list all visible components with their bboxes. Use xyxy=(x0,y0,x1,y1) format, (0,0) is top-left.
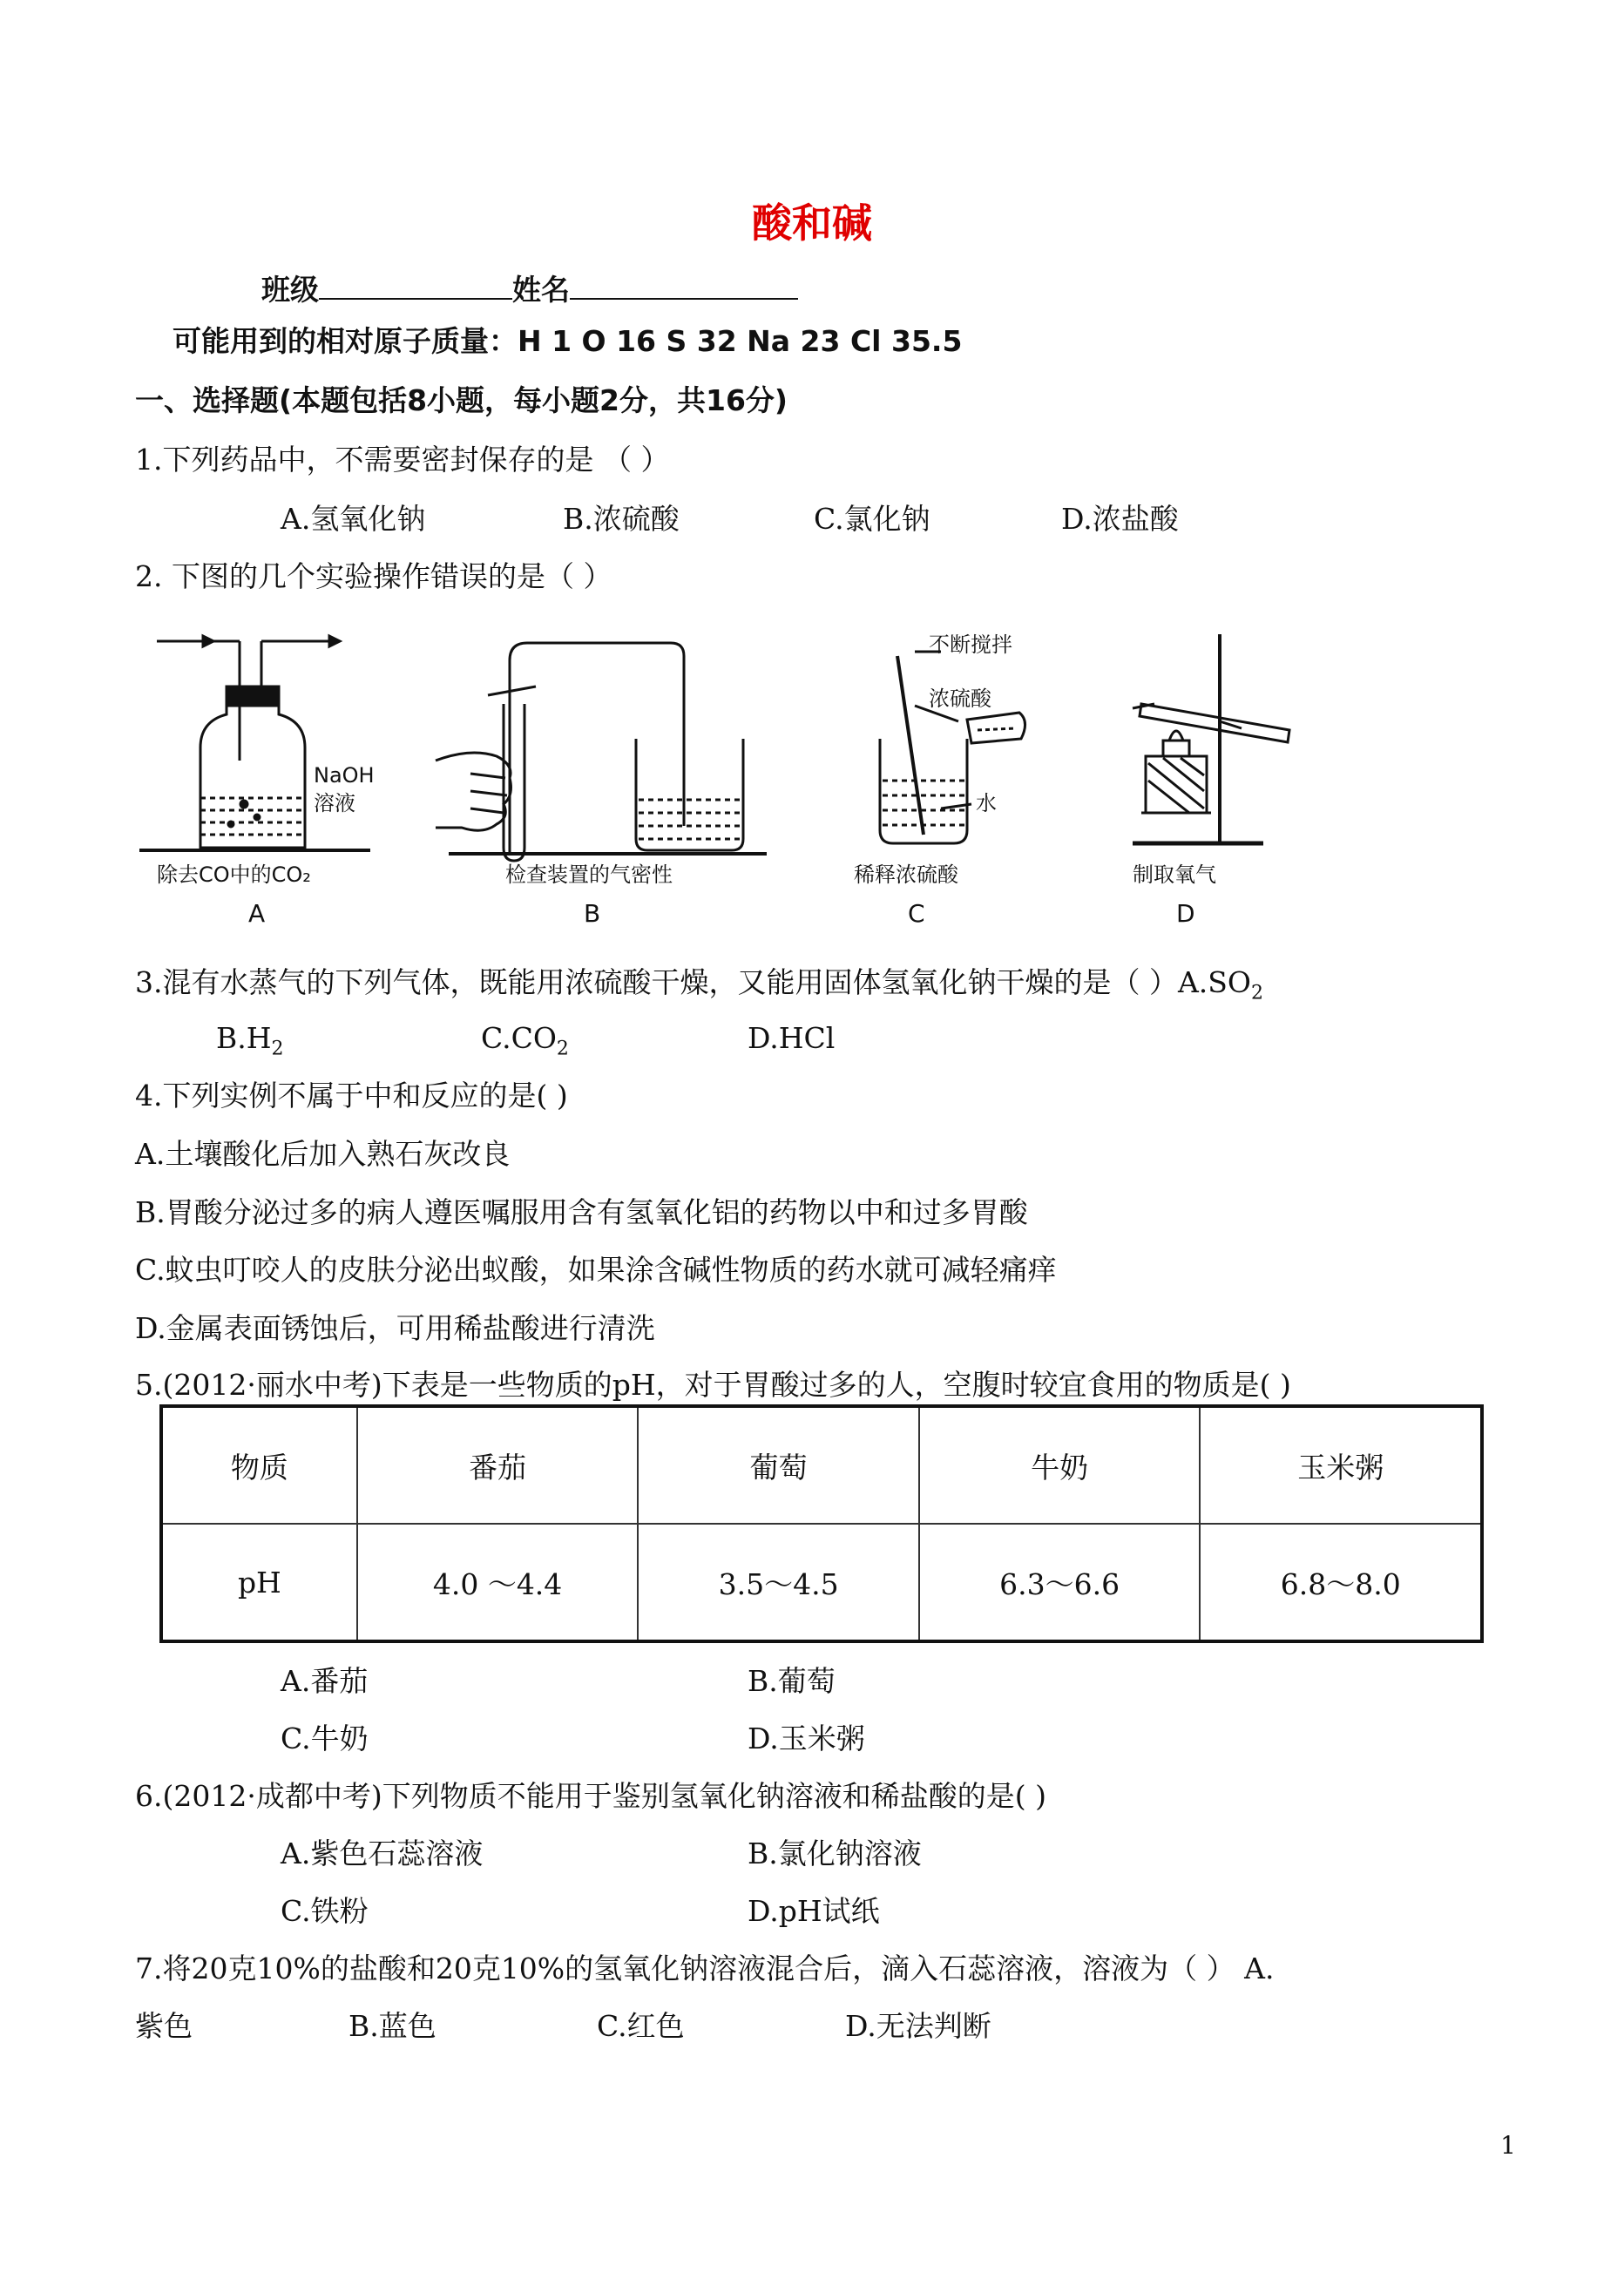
q4-option-d[interactable]: D.金属表面锈蚀后，可用稀盐酸进行清洗 xyxy=(135,1311,655,1345)
figure-b-letter: B xyxy=(584,899,601,928)
experiment-figures xyxy=(139,626,1324,935)
figure-a-label2: 溶液 xyxy=(314,791,355,815)
section-heading: 一、选择题(本题包括8小题，每小题2分，共16分) xyxy=(135,383,788,417)
table-cell: 番茄 xyxy=(357,1406,639,1524)
ph-table xyxy=(159,1404,1484,1643)
table-cell: 6.3～6.6 xyxy=(919,1524,1201,1641)
figure-a-caption: 除去CO中的CO₂ xyxy=(157,862,311,887)
class-label: 班级 xyxy=(261,273,319,307)
page-number: 1 xyxy=(1500,2131,1516,2160)
question-3-stem: 3.混有水蒸气的下列气体，既能用浓硫酸干燥，又能用固体氢氧化钠干燥的是（ ）$A.SO_2$ xyxy=(135,965,1263,1004)
table-cell: 牛奶 xyxy=(919,1406,1201,1524)
page-title: 酸和碱 xyxy=(752,200,872,247)
q6-option-d[interactable]: D.pH试纸 xyxy=(748,1894,880,1928)
q6-option-b[interactable]: B.氯化钠溶液 xyxy=(748,1836,922,1870)
q3-option-d[interactable]: D.HCl xyxy=(748,1021,836,1055)
q5-option-a[interactable]: A.番茄 xyxy=(281,1664,369,1698)
table-cell: 6.8～8.0 xyxy=(1200,1524,1482,1641)
q3-option-c[interactable]: $C.CO_2$ xyxy=(481,1021,569,1060)
figure-c-caption: 稀释浓硫酸 xyxy=(854,862,958,887)
figure-c-dilution xyxy=(854,632,1025,928)
figure-c-label2: 浓硫酸 xyxy=(929,687,991,711)
name-label: 姓名 xyxy=(512,273,570,307)
figure-a-letter: A xyxy=(248,899,266,928)
figure-d-caption: 制取氧气 xyxy=(1133,862,1216,887)
q1-option-a[interactable]: A.氢氧化钠 xyxy=(281,502,426,536)
table-cell: 葡萄 xyxy=(638,1406,919,1524)
q5-option-d[interactable]: D.玉米粥 xyxy=(748,1721,865,1755)
q7-option-a[interactable]: 紫色 xyxy=(135,2009,193,2043)
q4-option-b[interactable]: B.胃酸分泌过多的病人遵医嘱服用含有氢氧化铝的药物以中和过多胃酸 xyxy=(135,1195,1028,1229)
figure-b-airtightness xyxy=(436,643,767,928)
q1-option-c[interactable]: C.氯化钠 xyxy=(814,502,930,536)
question-6-stem: 6.(2012·成都中考)下列物质不能用于鉴别氢氧化钠溶液和稀盐酸的是( ) xyxy=(135,1779,1046,1813)
table-cell: 3.5～4.5 xyxy=(638,1524,919,1641)
figure-c-letter: C xyxy=(908,899,925,928)
figure-d-oxygen xyxy=(1133,634,1289,928)
question-2-stem: 2. 下图的几个实验操作错误的是（ ） xyxy=(135,559,612,593)
q4-option-a[interactable]: A.土壤酸化后加入熟石灰改良 xyxy=(135,1137,511,1171)
q1-option-d[interactable]: D.浓盐酸 xyxy=(1061,502,1179,536)
name-blank[interactable] xyxy=(570,272,798,300)
table-row xyxy=(161,1406,1482,1524)
table-cell: pH xyxy=(161,1524,357,1641)
figure-c-label3: 水 xyxy=(976,791,997,815)
table-row xyxy=(161,1524,1482,1641)
q7-option-c[interactable]: C.红色 xyxy=(597,2009,685,2043)
question-1-stem: 1.下列药品中，不需要密封保存的是 （ ） xyxy=(135,443,670,477)
figure-b-caption: 检查装置的气密性 xyxy=(505,862,673,887)
q5-option-c[interactable]: C.牛奶 xyxy=(281,1721,369,1755)
question-4-stem: 4.下列实例不属于中和反应的是( ) xyxy=(135,1079,568,1113)
q7-option-b[interactable]: B.蓝色 xyxy=(348,2009,436,2043)
q3-option-b[interactable]: $B.H_2$ xyxy=(216,1021,284,1060)
atomic-mass-line: 可能用到的相对原子质量：H 1 O 16 S 32 Na 23 Cl 35.5 xyxy=(173,324,963,358)
q6-option-a[interactable]: A.紫色石蕊溶液 xyxy=(281,1836,484,1870)
figure-a-wash-bottle xyxy=(139,636,375,928)
table-cell: 物质 xyxy=(161,1406,357,1524)
class-name-row xyxy=(261,272,798,308)
q7-option-d[interactable]: D.无法判断 xyxy=(845,2009,991,2043)
q4-option-c[interactable]: C.蚊虫叮咬人的皮肤分泌出蚁酸，如果涂含碱性物质的药水就可减轻痛痒 xyxy=(135,1253,1057,1287)
class-blank[interactable] xyxy=(319,272,512,300)
figure-c-label1: 不断搅拌 xyxy=(929,632,1012,657)
q1-option-b[interactable]: B.浓硫酸 xyxy=(563,502,680,536)
q6-option-c[interactable]: C.铁粉 xyxy=(281,1894,369,1928)
table-cell: 4.0 ～4.4 xyxy=(357,1524,639,1641)
figure-a-label1: NaOH xyxy=(314,763,375,788)
table-cell: 玉米粥 xyxy=(1200,1406,1482,1524)
question-7-stem: 7.将20克10%的盐酸和20克10%的氢氧化钠溶液混合后，滴入石蕊溶液，溶液为（ ） A. xyxy=(135,1951,1275,1985)
q5-option-b[interactable]: B.葡萄 xyxy=(748,1664,836,1698)
question-5-stem: 5.(2012·丽水中考)下表是一些物质的pH，对于胃酸过多的人，空腹时较宜食用的物质是( ) xyxy=(135,1368,1291,1402)
figure-d-letter: D xyxy=(1176,899,1195,928)
